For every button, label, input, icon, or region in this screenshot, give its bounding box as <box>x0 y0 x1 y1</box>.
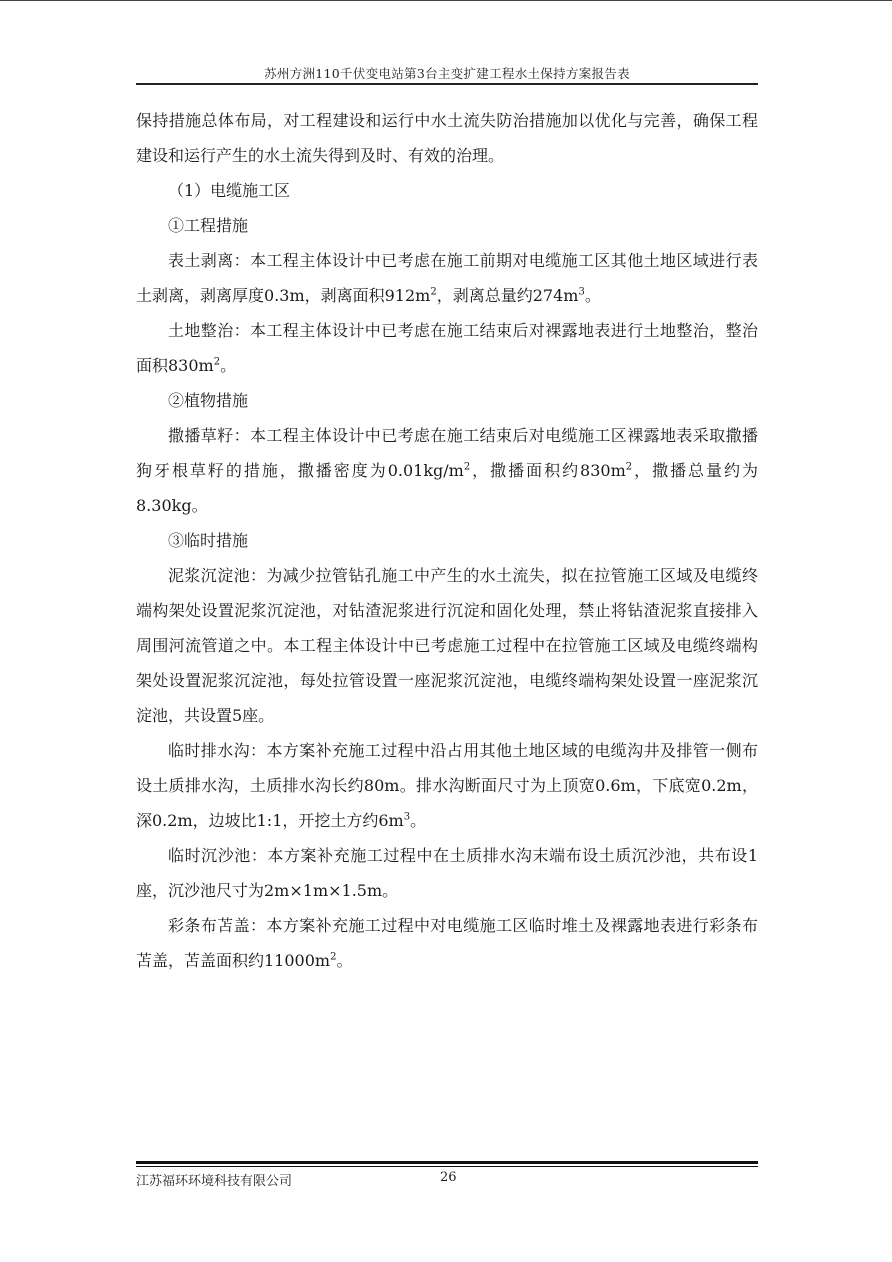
paragraph-text: 。 <box>584 286 601 305</box>
document-body <box>136 103 758 978</box>
paragraph-land-rehabilitation <box>136 313 758 383</box>
superscript: 2 <box>330 951 337 963</box>
paragraph-temporary-drainage-ditch <box>136 733 758 838</box>
paragraph-text: ，撒播总量约为8.30kg。 <box>136 461 758 515</box>
paragraph-text: 泥浆沉淀池：为减少拉管钻孔施工中产生的水土流失，拟在拉管施工区域及电缆终端构架处设置泥浆沉淀池，对钻渣泥浆进行沉淀和固化处理，禁止将钻渣泥浆直接排入周围河流管道之中。本工程主体设计中已考虑施工过程中在拉管施工区域及电缆终端构架处设置泥浆沉淀池，每处拉管设置一座泥浆沉淀池，电缆终端构架处设置一座泥浆沉淀池，共设置5座。 <box>136 566 758 725</box>
section-heading-cable-area: （1）电缆施工区 <box>168 181 291 200</box>
paragraph-topsoil-stripping <box>136 243 758 313</box>
superscript: 2 <box>430 286 437 298</box>
paragraph-intro <box>136 103 758 173</box>
subheading-temporary-measures: ③临时措施 <box>168 531 249 550</box>
superscript: 2 <box>463 461 471 473</box>
header-rule <box>136 83 758 85</box>
page-header-title: 苏州方洲110千伏变电站第3台主变扩建工程水土保持方案报告表 <box>264 66 630 81</box>
footer-rule-thick <box>136 1161 758 1164</box>
superscript: 3 <box>403 811 411 823</box>
paragraph-text: 临时沉沙池：本方案补充施工过程中在土质排水沟末端布设土质沉沙池，共布设1座，沉沙池尺寸为2m×1m×1.5m。 <box>136 846 758 900</box>
paragraph-text: 保持措施总体布局，对工程建设和运行中水土流失防治措施加以优化与完善，确保工程建设和运行产生的水土流失得到及时、有效的治理。 <box>136 111 758 165</box>
paragraph-grass-seeding <box>136 418 758 523</box>
superscript: 2 <box>625 461 633 473</box>
paragraph-mud-settling-pond <box>136 558 758 733</box>
paragraph-text: 撒播草籽：本工程主体设计中已考虑在施工结束后对电缆施工区裸露地表采取撒播狗牙根草籽的措施，撒播密度为0.01kg/m <box>136 426 758 480</box>
paragraph-text: ，剥离总量约274m <box>436 286 579 305</box>
paragraph-text: 。 <box>220 356 237 375</box>
paragraph-tarp-cover <box>136 908 758 978</box>
paragraph-text: 。 <box>410 811 427 830</box>
footer-company-name: 江苏福环环境科技有限公司 <box>136 1174 293 1189</box>
paragraph-text: 彩条布苫盖：本方案补充施工过程中对电缆施工区临时堆土及裸露地表进行彩条布苫盖，苫盖面积约11000m <box>136 916 758 970</box>
paragraph-text: 临时排水沟：本方案补充施工过程中沿占用其他土地区域的电缆沟井及排管一侧布设土质排水沟，土质排水沟长约80m。排水沟断面尺寸为上顶宽0.6m，下底宽0.2m，深0.2m，边坡比1:1，开挖土方约6m <box>136 741 758 830</box>
page-top-border <box>0 0 892 1</box>
page-number: 26 <box>440 1170 457 1185</box>
paragraph-text: 表土剥离：本工程主体设计中已考虑在施工前期对电缆施工区其他土地区域进行表土剥离，剥离厚度0.3m，剥离面积912m <box>136 251 758 305</box>
paragraph-text: 土地整治：本工程主体设计中已考虑在施工结束后对裸露地表进行土地整治，整治面积830m <box>136 321 758 375</box>
subheading-engineering-measures: ①工程措施 <box>168 216 249 235</box>
paragraph-text: 。 <box>336 951 353 970</box>
paragraph-temporary-sand-basin <box>136 838 758 908</box>
superscript: 3 <box>578 286 585 298</box>
footer-rule-thin <box>136 1166 758 1167</box>
superscript: 2 <box>213 356 221 368</box>
paragraph-text: ，撒播面积约830m <box>470 461 626 480</box>
subheading-vegetation-measures: ②植物措施 <box>168 391 249 410</box>
